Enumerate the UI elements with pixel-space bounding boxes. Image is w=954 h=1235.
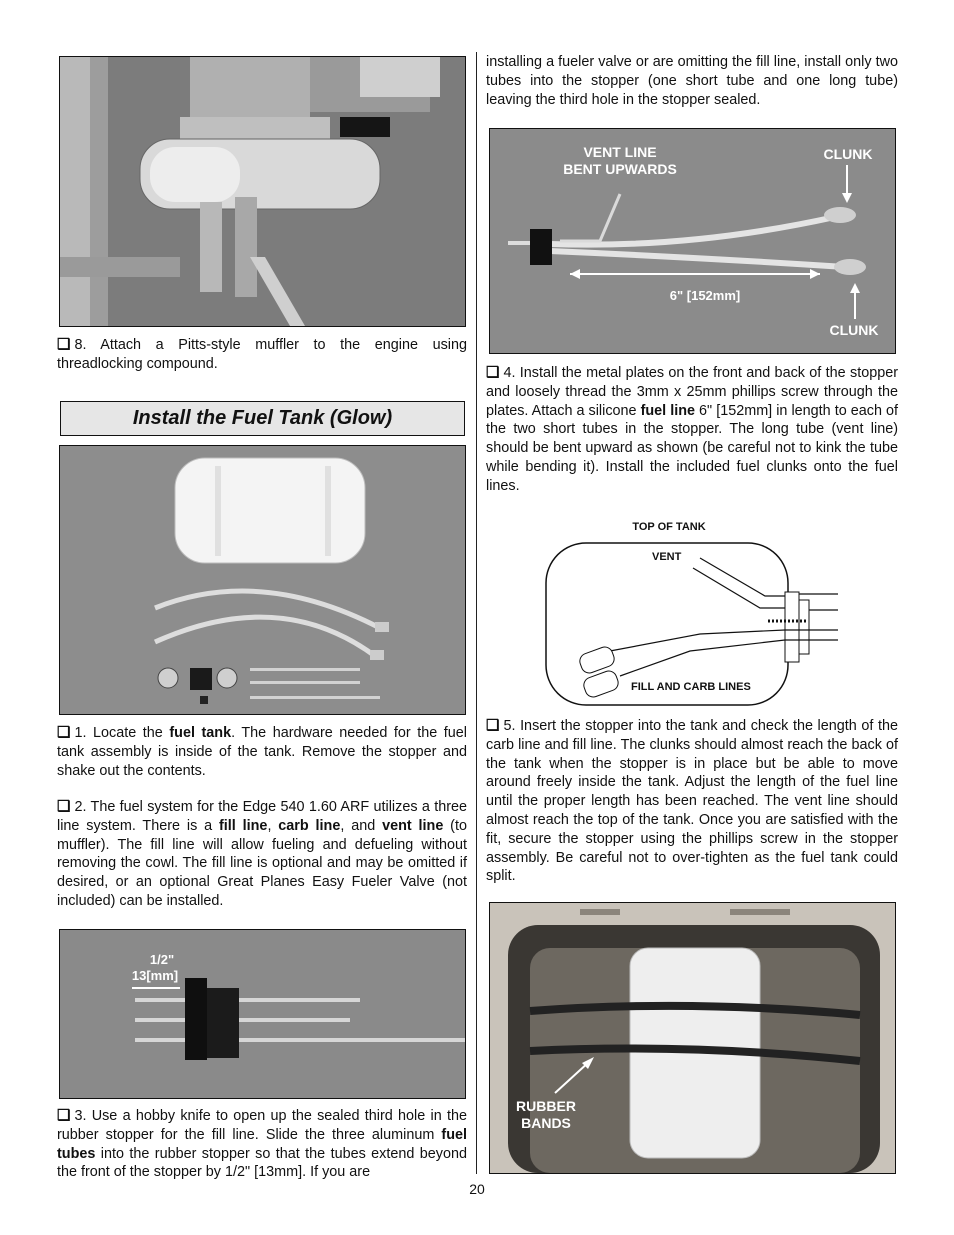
- step-2-text: ❑ 2. The fuel system for the Edge 540 1.60 ARF utilizes a three line system. There is a fill line, carb line, and vent line (to muffler). The fill line will allow fueling and defueling without removing the cowl. The fill line is optional and may be omitted if desired, or an optional Great Planes Easy Fueler Valve (not included) can be installed.: [57, 798, 467, 909]
- step-8-text: ❑ 8. Attach a Pitts-style muffler to the engine using threadlocking compound.: [57, 336, 467, 372]
- clunk-bottom-label: CLUNK: [829, 322, 879, 338]
- vent-line-label: VENT LINE: [583, 144, 657, 160]
- muffler-photo: [59, 56, 466, 327]
- checkbox-icon[interactable]: ❑: [486, 364, 500, 381]
- step-3-continued-text: installing a fueler valve or are omitting the fill line, install only two tubes into the stopper (one short tube and one long tube) leaving the third hole in the stopper sealed.: [486, 54, 898, 108]
- step-4-text: ❑ 4. Install the metal plates on the front and back of the stopper and loosely thread the 3mm x 25mm phillips screw through the plates. Attach a silicone fuel line 6" [152mm] in length to each of the two short tubes in the stopper. The long tube (vent line) should be bent upward as shown (be careful not to kink the tube while bending it). Install the included fuel clunks onto the fuel lines.: [486, 364, 899, 494]
- stopper-dimension-label: 1/2": [149, 952, 175, 967]
- checkbox-icon[interactable]: ❑: [57, 724, 71, 741]
- step-1-text: ❑ 1. Locate the fuel tank. The hardware needed for the fuel tank assembly is inside of the tank. Remove the stopper and shake out the contents.: [57, 724, 467, 779]
- diagram-fill-carb-label: FILL AND CARB LINES: [631, 681, 751, 693]
- checkbox-icon[interactable]: ❑: [57, 798, 71, 815]
- tank-installed-photo: [489, 902, 896, 1174]
- rubber-bands-label: RUBBER: [516, 1098, 576, 1114]
- tank-diagram: [540, 516, 846, 708]
- checkbox-icon[interactable]: ❑: [57, 336, 71, 353]
- step-5-text: ❑ 5. Insert the stopper into the tank and check the length of the carb line and fill line. The clunks should almost reach the back of the tank when the stopper is in place but be able to move around freely inside the tank. Adjust the length of the fuel line until the proper length has been reached. The vent line should almost reach the top of the tank. Once you are satisfied with the fit, secure the stopper using the phillips screw in the stopper assembly. Be careful not to over-tighten as the fuel tank could split.: [486, 717, 898, 885]
- fuel-line-length-label: 6" [152mm]: [669, 288, 741, 303]
- vent-line-label-2: BENT UPWARDS: [563, 161, 677, 177]
- checkbox-icon[interactable]: ❑: [486, 717, 500, 734]
- section-title: Install the Fuel Tank (Glow): [60, 401, 465, 436]
- clunk-top-label: CLUNK: [823, 146, 873, 162]
- page-number: 20: [469, 1181, 485, 1197]
- stopper-dimension-label-mm: 13[mm]: [131, 968, 179, 983]
- rubber-bands-label-2: BANDS: [521, 1115, 571, 1131]
- stopper-tubes-photo: [59, 929, 466, 1099]
- diagram-top-of-tank-label: TOP OF TANK: [632, 521, 706, 533]
- diagram-vent-label: VENT: [652, 551, 682, 563]
- column-divider: [476, 52, 477, 1174]
- step-3-text: ❑ 3. Use a hobby knife to open up the sealed third hole in the rubber stopper for the fill line. Slide the three aluminum fuel tubes into the rubber stopper so that the tubes extend beyond the front of the stopper by 1/2" [13mm]. If you are: [57, 1107, 467, 1181]
- checkbox-icon[interactable]: ❑: [57, 1107, 71, 1124]
- fuel-lines-clunks-photo: [489, 128, 896, 354]
- fuel-tank-parts-photo: [59, 445, 466, 715]
